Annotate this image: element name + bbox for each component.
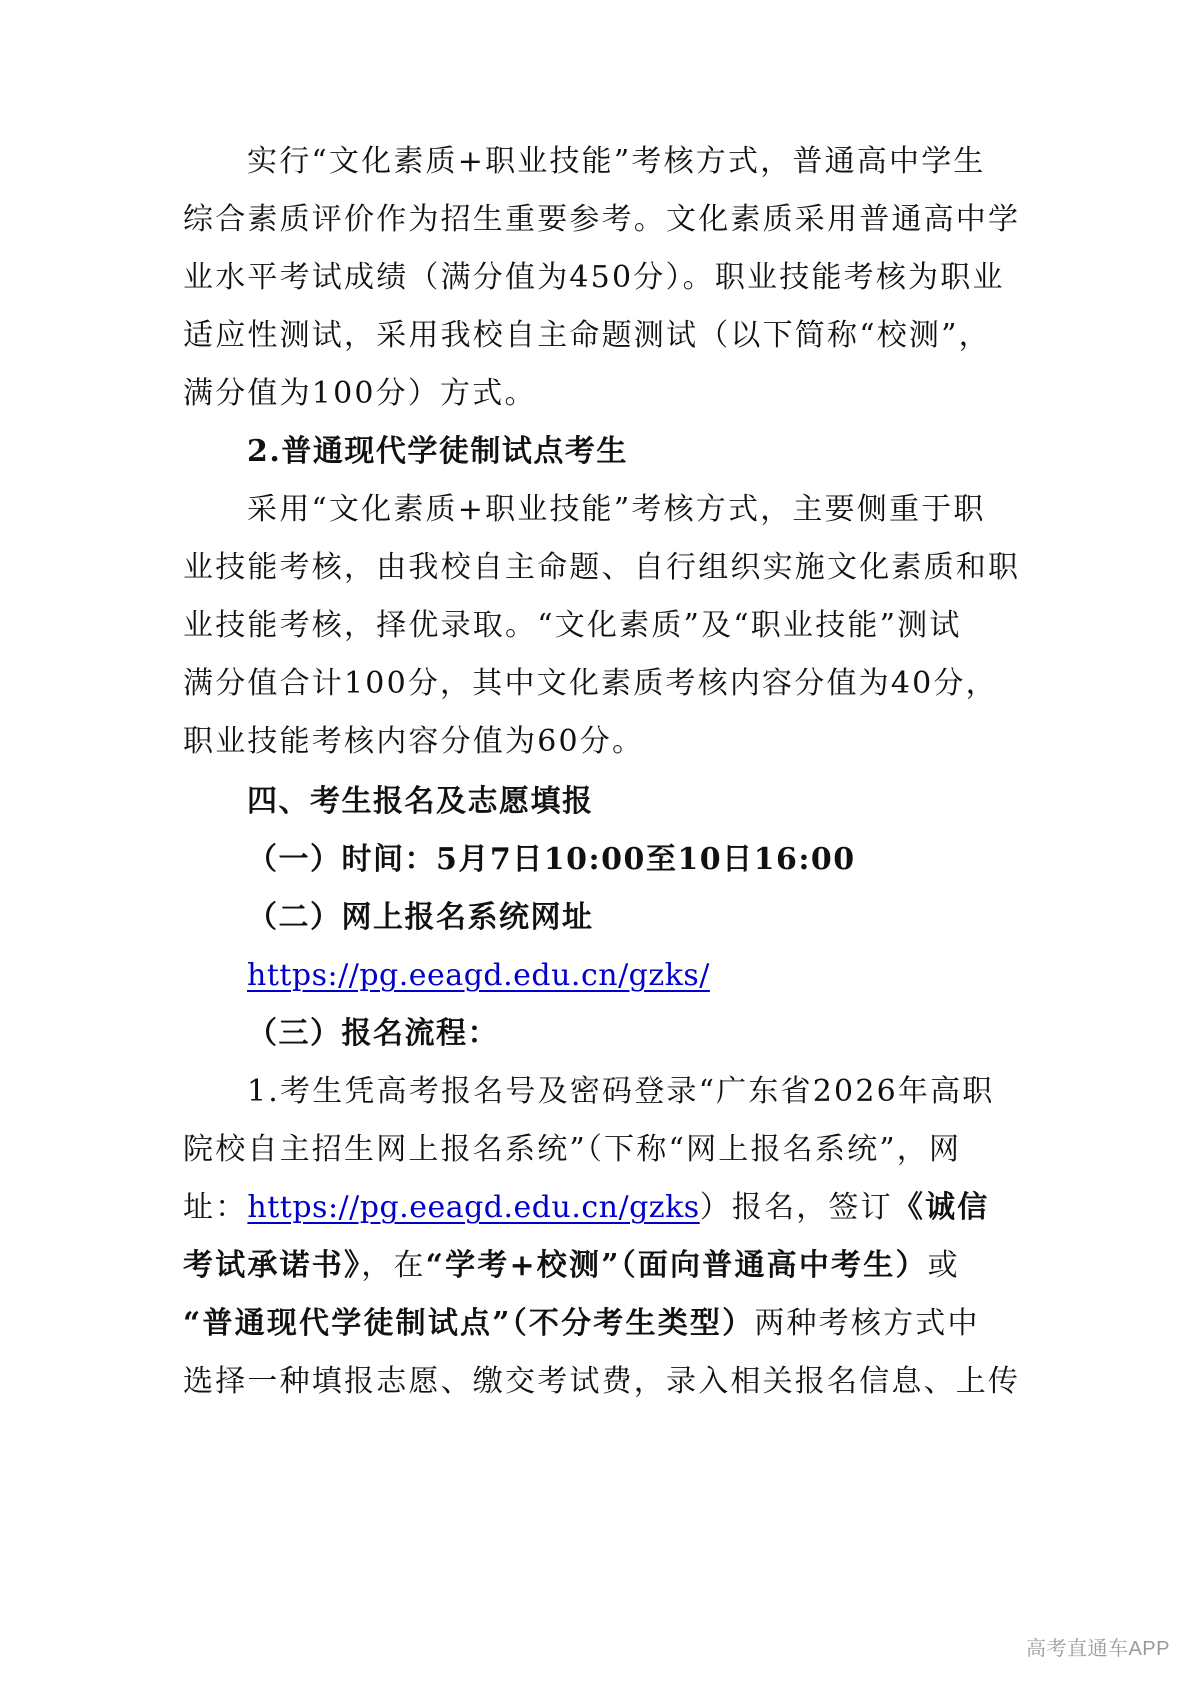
paragraph-line — [183, 1304, 1013, 1344]
paragraph-line: 业技能考核，择优录取。“文化素质”及“职业技能”测试 — [183, 608, 962, 643]
text-span: ，在 — [361, 1248, 426, 1283]
subsection-heading: （一）时间：5月7日10:00至10日16:00 — [247, 842, 856, 877]
bold-span: “学考+校测”（面向普通高中考生） — [425, 1248, 928, 1283]
bold-span: 考试承诺书》 — [183, 1248, 362, 1283]
text-span: 址： — [183, 1190, 248, 1225]
registration-system-link[interactable]: https://pg.eeagd.edu.cn/gzks — [247, 1190, 700, 1225]
bold-span: 《诚信 — [892, 1190, 990, 1225]
paragraph-line: 适应性测试，采用我校自主命题测试（以下简称“校测”， — [183, 318, 991, 353]
text-span: 两种考核方式中 — [754, 1306, 980, 1341]
paragraph-line: 院校自主招生网上报名系统”（下称“网上报名系统”，网 — [183, 1132, 962, 1167]
paragraph-line: 业技能考核，由我校自主命题、自行组织实施文化素质和职 — [183, 550, 1021, 585]
paragraph-line: 满分值为100分）方式。 — [183, 376, 537, 411]
url-line — [247, 956, 1013, 996]
paragraph-line — [183, 1188, 1013, 1228]
paragraph-line — [183, 1246, 1013, 1286]
text-span: 或 — [927, 1248, 960, 1283]
paragraph-line: 1.考生凭高考报名号及密码登录“广东省2026年高职 — [247, 1074, 995, 1109]
watermark-text: 高考直通车APP — [1025, 1638, 1170, 1660]
paragraph-line: 职业技能考核内容分值为60分。 — [183, 724, 645, 759]
paragraph-line: 实行“文化素质+职业技能”考核方式，普通高中学生 — [247, 144, 986, 179]
paragraph-line: 满分值合计100分，其中文化素质考核内容分值为40分， — [183, 666, 998, 701]
paragraph-line: 选择一种填报志愿、缴交考试费，录入相关报名信息、上传 — [183, 1364, 1021, 1399]
subsection-heading: （三）报名流程： — [247, 1016, 499, 1051]
subsection-heading: （二）网上报名系统网址 — [247, 900, 594, 935]
paragraph-line: 业水平考试成绩（满分值为450分）。职业技能考核为职业 — [183, 260, 1005, 295]
paragraph-line: 采用“文化素质+职业技能”考核方式，主要侧重于职 — [247, 492, 986, 527]
section-heading: 四、考生报名及志愿填报 — [247, 784, 594, 819]
paragraph-line: 综合素质评价作为招生重要参考。文化素质采用普通高中学 — [183, 202, 1021, 237]
registration-url-link[interactable]: https://pg.eeagd.edu.cn/gzks/ — [247, 958, 710, 993]
text-span: ）报名，签订 — [699, 1190, 893, 1225]
subsection-heading: 2.普通现代学徒制试点考生 — [247, 434, 628, 469]
bold-span: “普通现代学徒制试点”（不分考生类型） — [183, 1306, 755, 1341]
